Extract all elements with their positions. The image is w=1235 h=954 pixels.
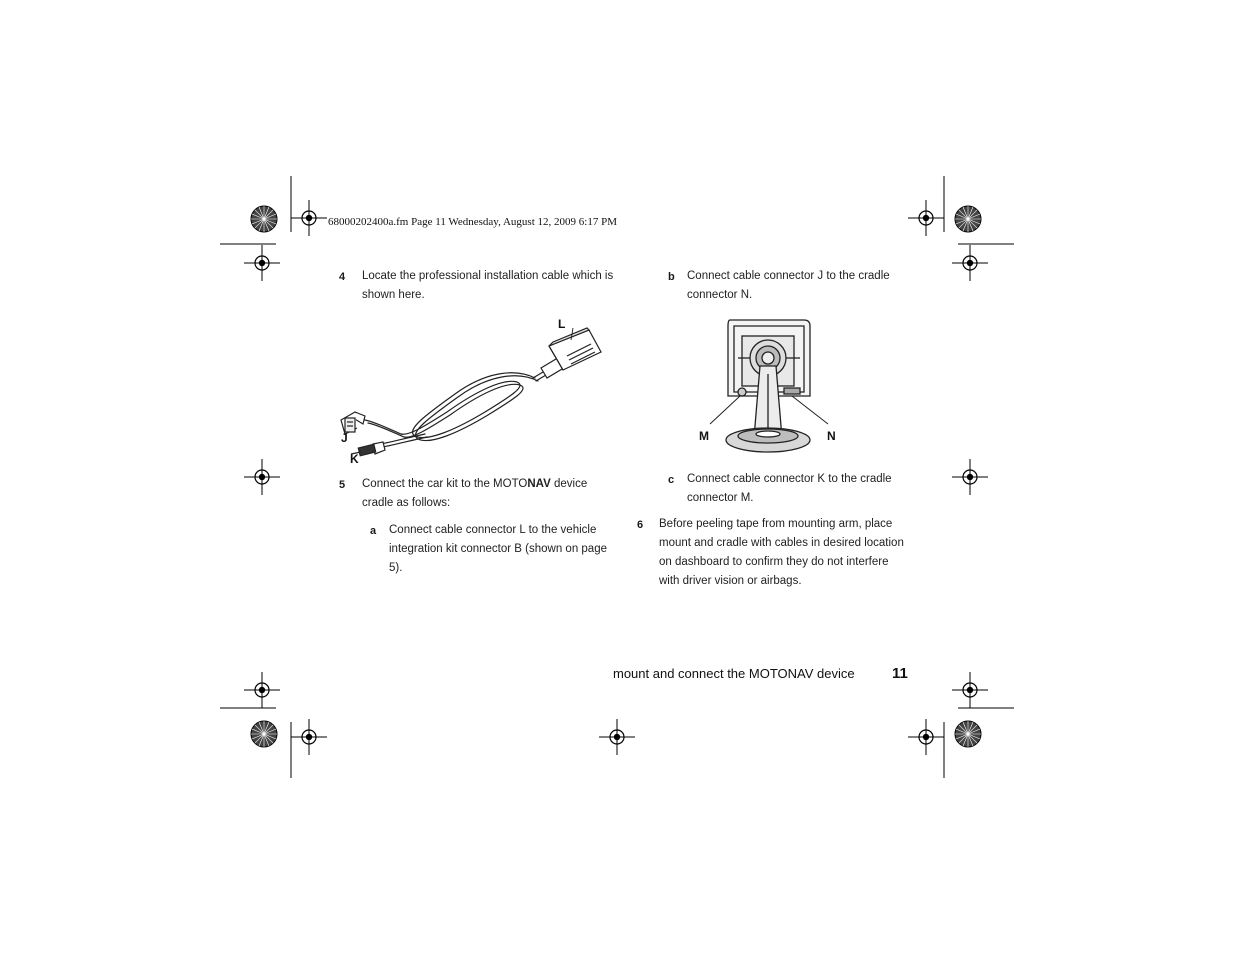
footer-section-title: mount and connect the MOTONAV device: [613, 666, 855, 681]
cable-label-l: L: [558, 317, 566, 331]
cradle-figure: [700, 314, 840, 458]
step-5a-text: Connect cable connector L to the vehicle integration kit connector B (shown on page 5).: [389, 524, 607, 574]
step-5c-text: Connect cable connector K to the cradle connector M.: [687, 473, 892, 504]
step-4-number: 4: [339, 271, 346, 283]
cable-label-j: J: [341, 431, 348, 445]
step-5-text: [362, 475, 596, 513]
cradle-illustration: [700, 314, 840, 458]
step-4-text: Locate the professional installation cable which is shown here.: [362, 270, 614, 301]
file-info-header: 68000202400a.fm Page 11 Wednesday, August 12, 2009 6:17 PM: [328, 216, 617, 228]
step-5-text-bold: NAV: [527, 478, 551, 490]
step-5-text-before: Connect the car kit to the MOTO: [362, 478, 528, 490]
step-5a-letter: a: [370, 525, 377, 537]
step-5b-letter: b: [668, 271, 675, 283]
step-6-number: 6: [637, 519, 644, 531]
step-5b-text: Connect cable connector J to the cradle connector N.: [687, 270, 890, 301]
cradle-label-m: M: [699, 429, 709, 443]
installation-cable-illustration: [335, 312, 625, 472]
step-6-text: Before peeling tape from mounting arm, place mount and cradle with cables in desired location on dashboard to confirm they do not interfere with driver vision or airbags.: [659, 518, 904, 587]
step-5-number: 5: [339, 479, 346, 491]
step-5-text-after: device cradle as follows:: [362, 478, 588, 509]
page-number: 11: [892, 665, 908, 682]
cable-figure: [335, 312, 625, 472]
cable-label-k: K: [350, 452, 359, 466]
step-5c-letter: c: [668, 474, 675, 486]
cradle-label-n: N: [827, 429, 836, 443]
